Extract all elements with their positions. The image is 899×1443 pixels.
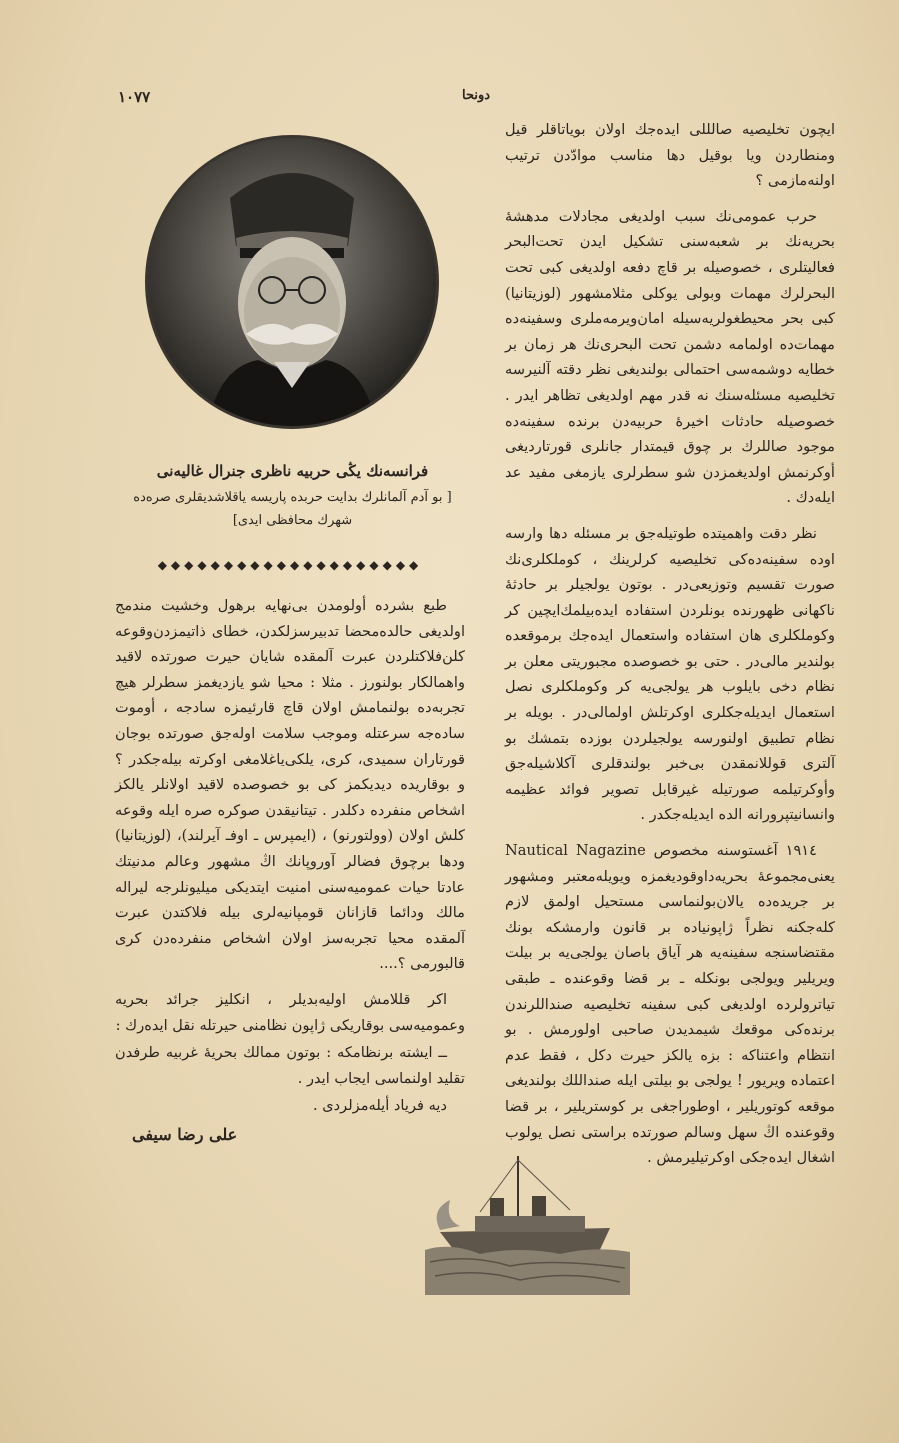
portrait-caption [120,462,465,532]
paragraph: ايچون تخليصيه صالللى ايده‌جك اولان بوياتاقلر قيل ومنطاردن ويا بوقيل دها مناسب موادّدن ترتيب اولنه‌مازمى ؟ [505,121,835,190]
caption-title: فرانسه‌نك يڭى حربيه ناظرى جنرال غاليه‌نى [156,462,429,480]
paragraph: نظر دقت واهميتده طوتيله‌جق بر مسئله دها وارسه اوده سفينه‌ده‌كى تخليصيه كرلرينك ، كوملكلرى‌نك صورت تقسيم وتوزيعى‌در . بوتون يولجيلر بر حادثهٔ ناكهانى ظهورنده بونلردن استفاده ايده‌بيلمك‌ايچين كر وكوملكلرى هان استفاده واستعمال ايده‌جك برموقعده بولندير مالى‌در . حتى بو خصوصده مجبوريتى معلن بر نظام دخى بايلوب هر يولجى‌يه كر وكوملكلرى نصل استعمال ايديله‌جكلرى اوكرتلش اولمالى‌در . بويله بر نظام تطبيق اولنورسه يولجيلردن بوزده بتمشك بو آلترى قوللانمقدن بى‌خبر بولندقلرى آكلاشيله‌جق وأوكرتيلمه صورتيله غيرقابل تصوير فوائد عظيمه وانسانيتپرورانه الده ايديله‌جكدر . [505,524,835,824]
paragraph: ــ ايشته برنظامكه : بوتون ممالك بحريهٔ غربيه طرفدن تقليد اولنماسى ايجاب ايدر . [115,1044,465,1087]
general-portrait-image [145,135,439,429]
caption-subtitle: [ بو آدم آلمانلرك بدايت حربده پاريسه ياقلاشديقلرى صره‌ده شهرك محافظى ايدى] [133,490,452,528]
paragraph: طبع بشرده أولومدن بى‌نهايه برهول وخشيت مندمج اولديغى حالده‌محضا تدبيرسزلكدن، خطاى ذاتيمزدن‌وقوعه كلن‌فلاكتلردن عبرت آلمقده شايان حيرت صورتده لاقيد واهمالكار بولنورز . مثلا : محيا شو يازديغمز سطرلر هيچ تجربه‌ده بولنمامش اولان قاچ قارئيمزه سادجه ، أوموت ساده‌جه سرعتله وموجب سلامت اوله‌جق صورتده بوجان قورتاران سميدى، كرى، يلكى‌ياغلامغى اوكرته بيله‌جكدر ؟ و بوقاريده ديديكمز كى بو خصوصده لاقيد اولانلر يالكز اشخاص منفرده دكلدر . تيتانيقدن صوكره صره ايله وقوعه كلش اولان (وولتورنو) ، (ايمپرس ـ اوفـ آيرلند)، (لوزيتانيا) ودها برچوق فضالر آوروپانك اڭ مشهور وعالم مدنيتك عادتا حيات عموميه‌سنى امنيت ايتديكى ميليونلرجه ليراله مالك ودائما قازانان قومپانيه‌لرى بيله فلاكتدن عبرت آلمقده محيا تجربه‌سز اولان اشخاص منفرده‌دن كرى قالبورمى ؟.... [115,597,465,973]
journal-title: دونحا [462,88,491,103]
paragraph: حرب عمومى‌نك سبب اولديغى مجادلات مدهشهٔ بحريه‌نك بر شعبه‌سنى تشكيل ايدن تحت‌البحر فعاليتلرى ، خصوصيله بر قاچ دفعه اولديغى كبى تحت البحرلرك مهمات وبولى يوكلى مثلامشهور (لوزيتانيا) كبى بحر محيطغولريه‌سيله امان‌ويرمه‌ملرى وسفينه‌ده مهمات‌ده اولمامه دشمن تحت البحرى‌نك هر زمان بر خطايه دوشمه‌سى احتمالى بولنديغى نظر دقته آلنيرسه تخليصيه مسئله‌سنك نه قدر مهم اولديغى تظاهر ايدر . خصوصيله حادثات اخيرهٔ حربيه‌دن برنده سفينه‌ده موجود صاللرك بر چوق قيمتدار جانلرى قورتارديغى أوكرنمش اولديغمزدن شو سطرلرى يازمغى مفيد عد ايله‌دك . [505,207,835,507]
page-number: ١٠٧٧ [118,88,151,106]
left-column [115,593,465,1129]
paragraph: ديه فرياد أيله‌مزلردى . [312,1097,447,1115]
paragraph: اكر قللامش اوليه‌بديلر ، انكليز جرائد بحريه وعموميه‌سى بوقاريكى ژاپون نظامنى حيرتله نقل ايده‌رك : [115,990,465,1034]
right-column [505,117,835,1181]
warship-illustration [420,1150,635,1295]
ornamental-divider: ◆◆◆◆◆◆◆◆◆◆◆◆◆◆◆◆◆◆◆◆ [157,558,423,572]
author-signature: على رضا سيفى [132,1125,238,1144]
paragraph: ١٩١٤ آغستوسنه مخصوص Nautical Nagazine يعنى‌مجموعهٔ بحريه‌داوقوديغمزه ويويله‌معتبر ومشهور بر جريده‌ده يالان‌بولنماسى مستحيل اولمق لازم كله‌جكنه نظراً ژاپونياده بر قانون وارمشكه بونك مقتضاسنجه سفينه‌يه هر آياق باصان يولجى‌يه بر بيلت ويريلير ويولجى بونكله ـ بر قضا وقوعنده ـ طبقى تياترولرده اولديغى كبى سفينه تخليصيه صنداللرندن برنده‌كى موقعك شيمديدن صاحبى اولورمش . بو انتظام واعتناكه : بزه يالكز حيرت دكل ، فقط عدم اعتماده ويريور ! يولجى بو بيلتى ايله صنداللك بولنديغى موقعه كوتوريلير ، اوطوراجغى بر كوستريلير ، بر قضا وقوعنده اڭ سهل وسالم صورتده براستى نصل يولوب اشغال ايده‌جكى اوكرتيليرمش . [505,842,835,1167]
